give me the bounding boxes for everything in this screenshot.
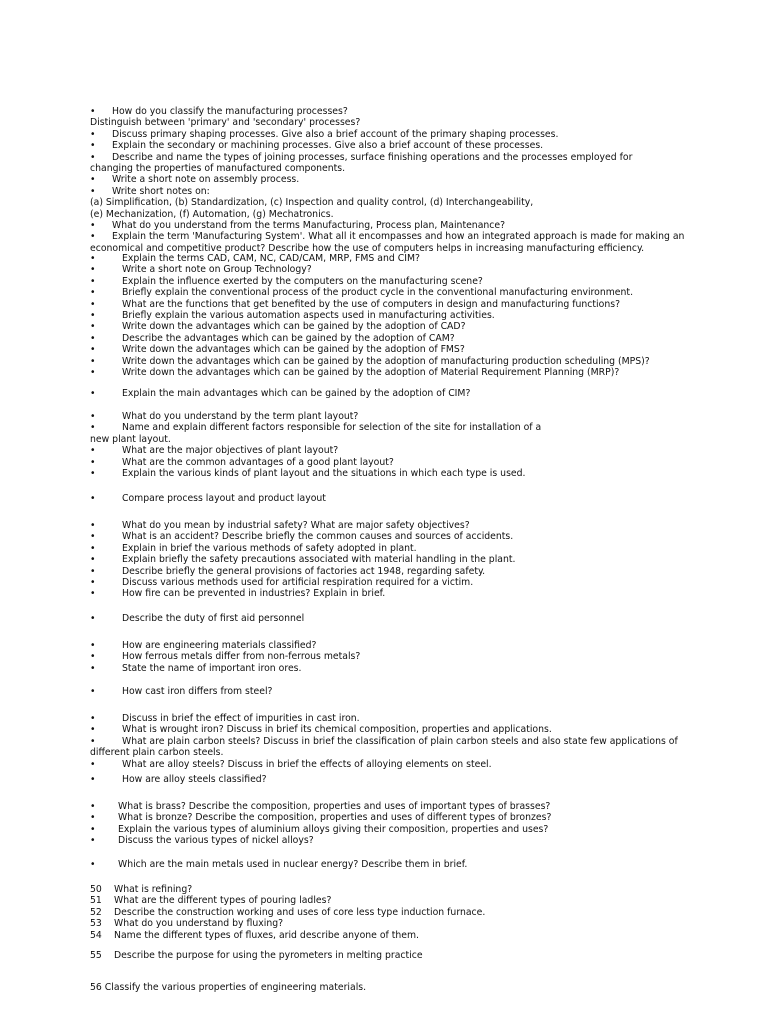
numbered-question xyxy=(90,930,658,941)
question-text: Describe the purpose for using the pyrometers in melting practice xyxy=(114,950,423,961)
bullet-question: • What do you understand from the terms Manufacturing, Process plan, Maintenance? xyxy=(90,220,658,231)
bullet-question: • Compare process layout and product layout xyxy=(90,493,658,504)
bullet-question: • Describe the duty of first aid personnel xyxy=(90,613,658,624)
question-continuation: economical and competitive product? Describe how the use of computers helps in increasing manufacturing efficiency. xyxy=(90,242,645,254)
question-text: What is refining? xyxy=(114,884,193,895)
bullet-question: • How are alloy steels classified? xyxy=(90,774,658,785)
bullet-question: • Explain the term 'Manufacturing System'. What all it encompasses and how an integrated approach is made for making an xyxy=(90,231,658,242)
bullet-question: • How are engineering materials classified? xyxy=(90,640,658,651)
manufacturing-processes-questions xyxy=(90,106,685,254)
bullet-question: • What do you understand by the term plant layout? xyxy=(90,411,658,422)
bullet-question: • Name and explain different factors responsible for selection of the site for installation of a xyxy=(90,422,658,433)
bullet-question: • Explain the influence exerted by the computers on the manufacturing scene? xyxy=(90,276,658,287)
question-text: What are the different types of pouring ladles? xyxy=(114,895,332,907)
question-continuation: changing the properties of manufactured components. xyxy=(90,163,346,175)
numbered-question xyxy=(90,884,658,895)
bullet-question: • What are plain carbon steels? Discuss in brief the classification of plain carbon steels and also state few applications of xyxy=(90,736,658,747)
bullet-question: • Write a short note on Group Technology? xyxy=(90,264,658,275)
bullet-question: • What is bronze? Describe the composition, properties and uses of different types of bronzes? xyxy=(90,812,658,823)
properties-question xyxy=(90,982,658,993)
nuclear-metals-question xyxy=(90,859,658,870)
bullet-question: • Explain the secondary or machining processes. Give also a brief account of these processes. xyxy=(90,140,658,151)
bullet-question: • Describe the advantages which can be gained by the adoption of CAM? xyxy=(90,333,658,344)
bullet-question: • State the name of important iron ores. xyxy=(90,663,658,674)
bullet-question: • Explain in brief the various methods of safety adopted in plant. xyxy=(90,543,658,554)
bullet-question: • What do you mean by industrial safety? What are major safety objectives? xyxy=(90,520,658,531)
non-ferrous-alloy-questions xyxy=(90,801,658,847)
question-continuation: different plain carbon steels. xyxy=(90,747,224,759)
question-number: 53 xyxy=(90,918,102,930)
melting-practice-questions xyxy=(90,884,658,941)
bullet-question: • Explain the various kinds of plant layout and the situations in which each type is used. xyxy=(90,468,658,479)
engineering-materials-questions xyxy=(90,640,658,674)
numbered-question xyxy=(90,895,658,906)
bullet-question: • Write a short note on assembly process. xyxy=(90,174,658,185)
pyrometer-question xyxy=(90,950,658,961)
layout-compare-question xyxy=(90,493,658,504)
cast-iron-question xyxy=(90,686,658,697)
question-number: 51 xyxy=(90,895,102,907)
industrial-safety-questions xyxy=(90,520,658,600)
bullet-question: • Describe and name the types of joining processes, surface finishing operations and the processes employed for xyxy=(90,152,658,163)
cim-question xyxy=(90,388,658,399)
question-text: Name the different types of fluxes, arid describe anyone of them. xyxy=(114,929,420,941)
question-text: What do you understand by fluxing? xyxy=(114,918,284,930)
question-continuation: Distinguish between 'primary' and 'secondary' processes? xyxy=(90,117,361,129)
bullet-question: • What is brass? Describe the composition, properties and uses of important types of brasses? xyxy=(90,801,658,812)
bullet-question: • Discuss the various types of nickel alloys? xyxy=(90,835,658,846)
bullet-question: • How do you classify the manufacturing processes? xyxy=(90,106,658,117)
bullet-question: • Describe briefly the general provisions of factories act 1948, regarding safety. xyxy=(90,566,658,577)
bullet-question: • Briefly explain the various automation aspects used in manufacturing activities. xyxy=(90,310,658,321)
bullet-question: • What are the major objectives of plant layout? xyxy=(90,445,658,456)
question-text: Describe the construction working and uses of core less type induction furnace. xyxy=(114,906,486,918)
bullet-question: • Explain the main advantages which can be gained by the adoption of CIM? xyxy=(90,388,658,399)
bullet-question: • Write short notes on: xyxy=(90,186,658,197)
bullet-question: • Discuss primary shaping processes. Give also a brief account of the primary shaping processes. xyxy=(90,129,658,140)
bullet-question: • Write down the advantages which can be gained by the adoption of FMS? xyxy=(90,344,658,355)
bullet-question: • Which are the main metals used in nuclear energy? Describe them in brief. xyxy=(90,859,658,870)
first-aid-question xyxy=(90,613,658,624)
bullet-question: • Discuss various methods used for artificial respiration required for a victim. xyxy=(90,577,658,588)
question-number: 55 xyxy=(90,950,102,961)
bullet-question: • Briefly explain the conventional process of the product cycle in the conventional manufacturing environment. xyxy=(90,287,658,298)
question-number: 54 xyxy=(90,929,102,941)
question-continuation: new plant layout. xyxy=(90,433,171,445)
bullet-question: • How ferrous metals differ from non-ferrous metals? xyxy=(90,651,658,662)
bullet-question: • Explain the terms CAD, CAM, NC, CAD/CAM, MRP, FMS and CIM? xyxy=(90,253,658,264)
numbered-question xyxy=(90,950,658,961)
question-number: 50 xyxy=(90,884,102,895)
bullet-question: • Explain briefly the safety precautions associated with material handling in the plant. xyxy=(90,554,658,565)
bullet-question: • What is an accident? Describe briefly the common causes and sources of accidents. xyxy=(90,531,658,542)
question-continuation: (e) Mechanization, (f) Automation, (g) Mechatronics. xyxy=(90,208,334,220)
bullet-question: • Write down the advantages which can be gained by the adoption of manufacturing production scheduling (MPS)? xyxy=(90,356,658,367)
bullet-question: • Explain the various types of aluminium alloys giving their composition, properties and uses? xyxy=(90,824,658,835)
plant-layout-questions xyxy=(90,411,658,479)
question-continuation: (a) Simplification, (b) Standardization, (c) Inspection and quality control, (d) Interchangeability, xyxy=(90,197,534,209)
bullet-question: • What are the common advantages of a good plant layout? xyxy=(90,457,658,468)
question-number: 52 xyxy=(90,906,102,918)
bullet-question: • What are alloy steels? Discuss in brief the effects of alloying elements on steel. xyxy=(90,759,658,770)
iron-steel-questions xyxy=(90,713,678,770)
bullet-question: • Write down the advantages which can be gained by the adoption of Material Requirement Planning (MRP)? xyxy=(90,367,658,378)
alloy-steel-question xyxy=(90,774,658,785)
bullet-question: • What are the functions that get benefited by the use of computers in design and manufacturing functions? xyxy=(90,299,658,310)
bullet-question: • What is wrought iron? Discuss in brief its chemical composition, properties and applications. xyxy=(90,724,658,735)
numbered-question xyxy=(90,907,658,918)
numbered-question xyxy=(90,918,658,929)
question-text: 56 Classify the various properties of engineering materials. xyxy=(90,982,367,993)
bullet-question: • How cast iron differs from steel? xyxy=(90,686,658,697)
bullet-question: • Write down the advantages which can be gained by the adoption of CAD? xyxy=(90,321,658,332)
bullet-question: • Discuss in brief the effect of impurities in cast iron. xyxy=(90,713,658,724)
computer-manufacturing-questions xyxy=(90,253,658,378)
bullet-question: • How fire can be prevented in industries? Explain in brief. xyxy=(90,588,658,599)
